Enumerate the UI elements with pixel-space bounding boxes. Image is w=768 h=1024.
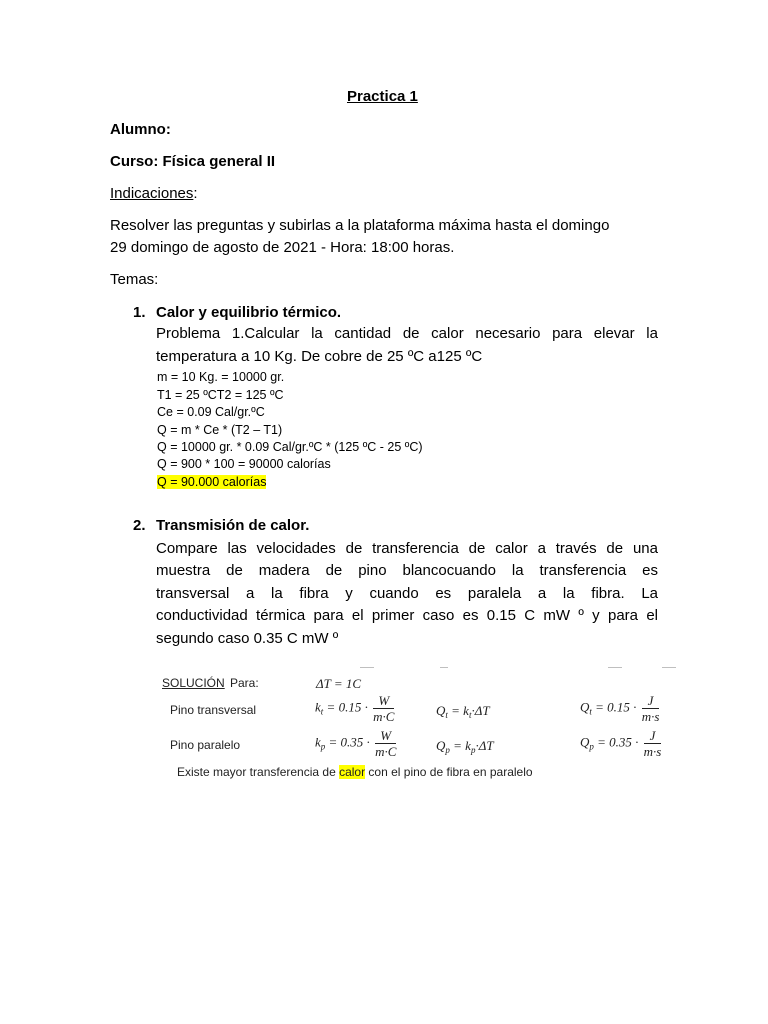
conclusion: Existe mayor transferencia de calor con el pino de fibra en paralelo [177,765,533,779]
topic1-problem-line: temperatura a 10 Kg. De cobre de 25 ºC a125 ºC [156,348,483,365]
topic2-problem-line: transversal a la fibra y cuando es paralela a la fibra. La [156,585,658,602]
alumno-label: Alumno: [110,121,171,138]
temas-label: Temas: [110,271,159,288]
k-formula: $k_p = 0.35$ · $\frac{W}{m\cdot C}$ [315,728,397,759]
solution-line: Q = 10000 gr. * 0.09 Cal/gr.ºC * (125 ºC - 25 ºC) [157,440,423,454]
topic2-heading: Transmisión de calor. [156,517,310,534]
solution-line: Q = m * Ce * (T2 – T1) [157,423,283,437]
page-title: Practica 1 [347,88,418,105]
indicaciones-colon: : [193,185,198,202]
result-highlight: Q = 90.000 calorías [157,475,267,489]
topic2-problem-line: conductividad térmica para el primer caso es 0.15 C mW º y para el [156,607,658,624]
instruction-line: 29 domingo de agosto de 2021 - Hora: 18:00 horas. [110,239,455,256]
topic1-heading: Calor y equilibrio térmico. [156,304,342,321]
divider [608,667,622,668]
result-formula: $Q_p = 0.35$ · $\frac{J}{m\cdot s}$ [580,728,662,759]
solution-line: Q = 900 * 100 = 90000 calorías [157,457,331,471]
topic1-number: 1. [133,304,146,321]
k-formula: $k_t = 0.15$ · $\frac{W}{m\cdot C}$ [315,693,395,724]
topic2-problem-line: Compare las velocidades de transferencia de calor a través de una [156,540,658,557]
divider [440,667,448,668]
indicaciones-label: Indicaciones [110,185,194,202]
topic2-number: 2. [133,517,146,534]
instruction-line: Resolver las preguntas y subirlas a la plataforma máxima hasta el domingo [110,217,610,234]
row-name: Pino transversal [170,703,257,717]
solution-label: SOLUCIÓN [162,676,225,690]
conclusion-highlight: calor [339,765,366,779]
q-formula: $Q_t = k_t\cdot\Delta T$ [436,703,490,720]
delta-t: ΔT = 1C [316,676,362,691]
divider [360,667,374,668]
para-label: Para: [230,676,259,690]
solution-line: Ce = 0.09 Cal/gr.ºC [157,405,265,419]
row-name: Pino paralelo [170,738,241,752]
indicaciones-heading [110,185,198,202]
solution-line: T1 = 25 ºCT2 = 125 ºC [157,388,284,402]
q-formula: $Q_p = k_p\cdot\Delta T$ [436,738,494,755]
topic2-problem-line: segundo caso 0.35 C mW º [156,630,339,647]
result-formula: $Q_t = 0.15$ · $\frac{J}{m\cdot s}$ [580,693,660,724]
topic2-problem-line: muestra de madera de pino blancocuando la transferencia es [156,562,658,579]
topic1-problem-line: Problema 1.Calcular la cantidad de calor necesario para elevar la [156,325,658,342]
curso-label: Curso: Física general II [110,153,276,170]
divider [662,667,676,668]
solution-line: m = 10 Kg. = 10000 gr. [157,370,285,384]
